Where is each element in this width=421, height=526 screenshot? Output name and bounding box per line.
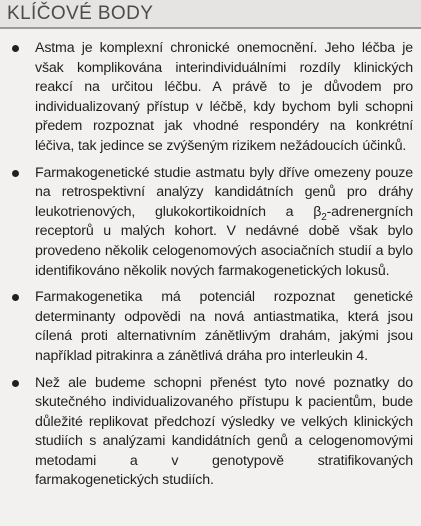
bullet-icon xyxy=(12,170,19,177)
key-point-item xyxy=(10,164,413,282)
key-points-heading-bar xyxy=(0,0,421,29)
key-point-item xyxy=(10,374,413,492)
bullet-icon xyxy=(12,45,19,52)
key-points-list xyxy=(10,39,413,498)
key-point-text: Farmakogenetika má potenciál rozpoznat genetické determinanty odpovědi na nová antiastmatika, která jsou cílená proti alternativním zánětlivým drahám, jakými jsou například pitrakinra a zánětlivá dráha pro interleukin 4. xyxy=(35,289,413,364)
key-point-text-part: -adrenergních receptorů u malých kohort. V nedávné době však bylo provedeno několik celogenomových asociačních studií a bylo identifikováno několik nových farmakogenetických lokusů. xyxy=(35,203,413,279)
key-point-text xyxy=(35,165,413,279)
bullet-icon xyxy=(12,294,19,301)
key-point-text: Než ale budeme schopni přenést tyto nové poznatky do skutečného individualizovaného přístupu k pacientům, bude důležité replikovat předchozí výsledky ve velkých klinických studiích s analýzami kandidátních genů a celogenomovými metodami a v genotypově stratifikovaných farmakogenetických studiích. xyxy=(35,374,413,489)
bullet-icon xyxy=(12,380,19,387)
key-point-text: Astma je komplexní chronické onemocnění. Jeho léčba je však komplikována interindividuálními rozdíly klinických reakcí na určitou léčbu. A právě to je důvodem pro individualizovaný přístup v léčbě, kdy bychom byli schopni předem rozpoznat jak vhodné respondéry na konkrétní léčiva, tak jedince se zvýšeným rizikem nežádoucích účinků. xyxy=(35,40,413,154)
key-point-item xyxy=(10,288,413,366)
beta-subscript: 2 xyxy=(321,211,327,223)
key-point-text-part: Farmakogenetické studie astmatu byly dříve omezeny pouze na retrospektivní analýzy kandidátních genů pro dráhy leukotrienových, glukokortikoidních a β xyxy=(35,164,413,220)
key-point-item xyxy=(10,39,413,157)
key-points-heading: KLÍČOVÉ BODY xyxy=(7,3,154,24)
